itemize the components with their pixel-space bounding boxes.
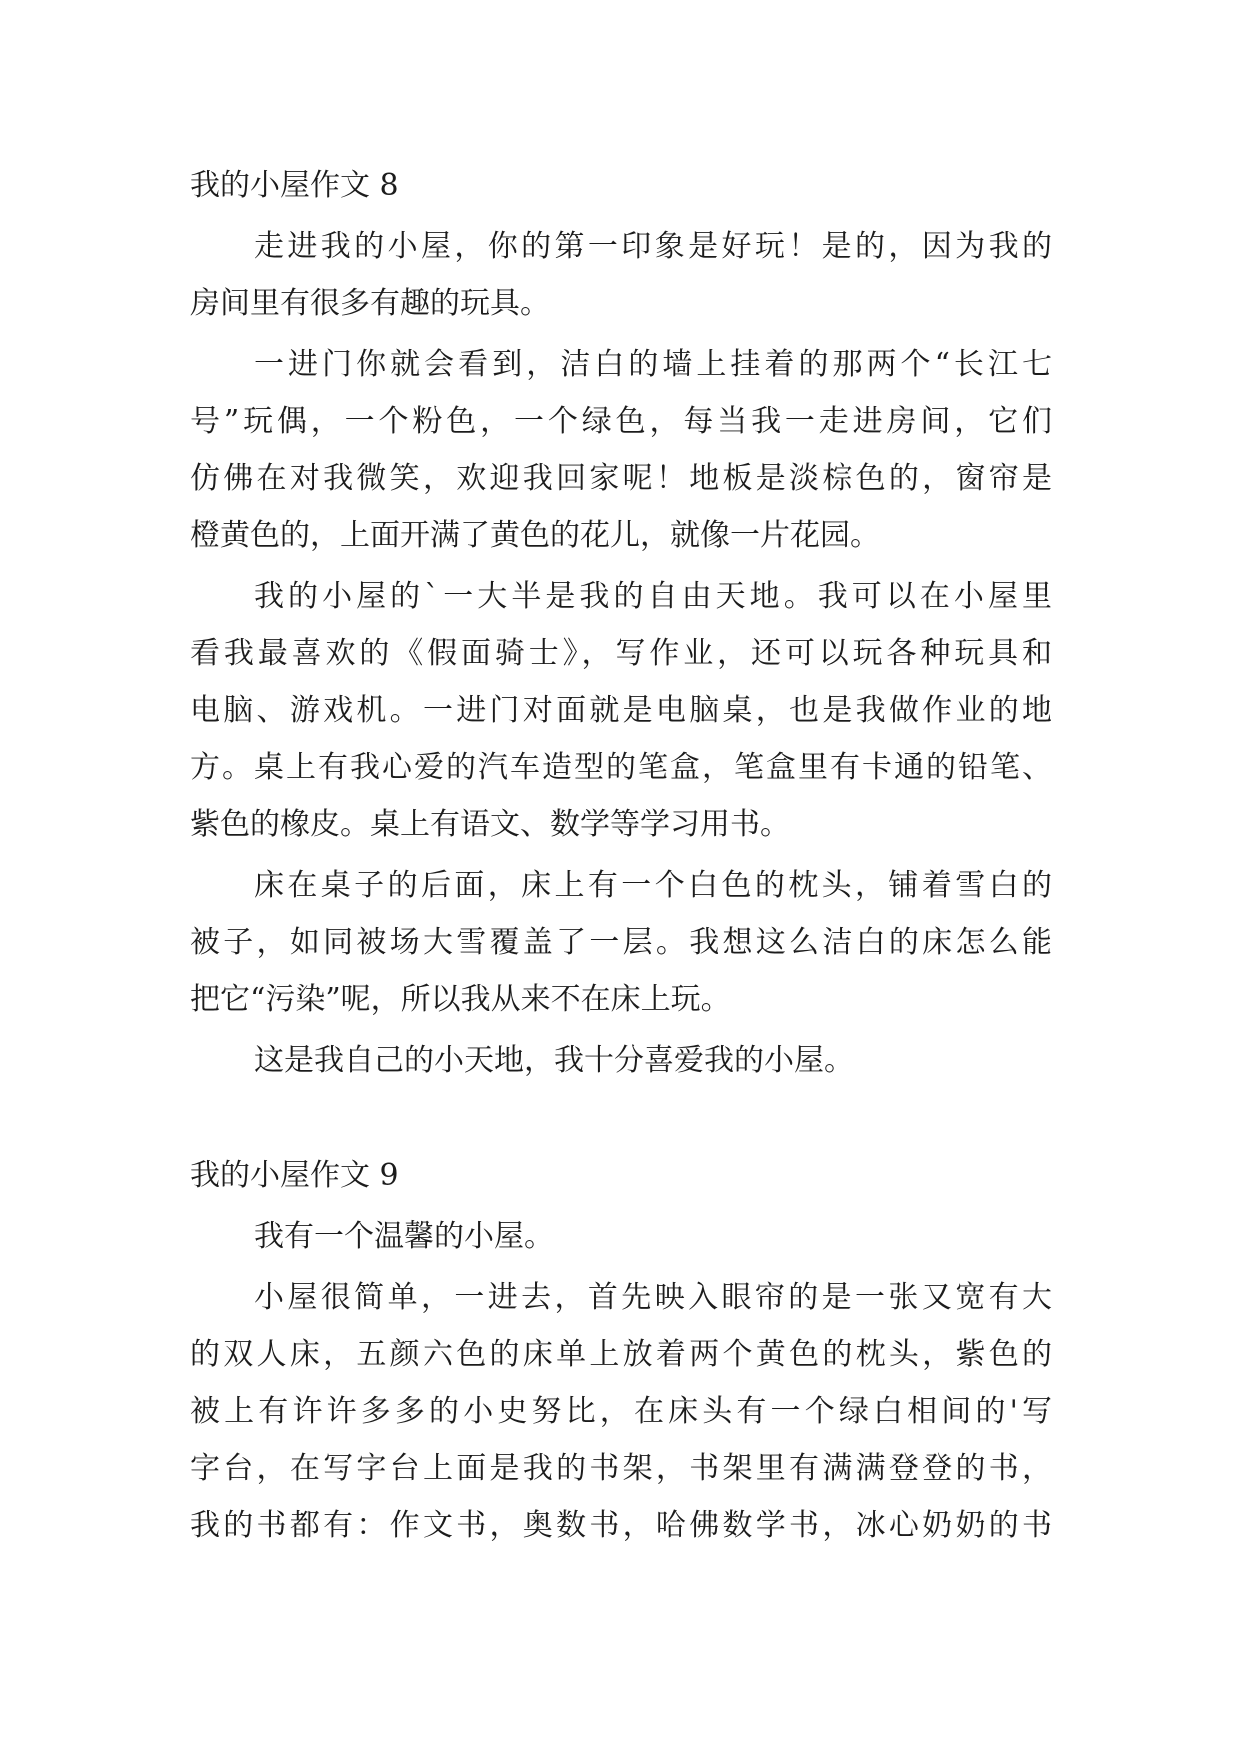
- text-line: 我的小屋的`一大半是我的自由天地。我可以在小屋里: [254, 579, 1052, 614]
- text-line: 仿佛在对我微笑，欢迎我回家呢！地板是淡棕色的，窗帘是: [190, 461, 1052, 496]
- text-line: 床在桌子的后面，床上有一个白色的枕头，铺着雪白的: [254, 868, 1052, 903]
- text-line: 走进我的小屋，你的第一印象是好玩！是的，因为我的: [254, 229, 1052, 264]
- text-line: 方。桌上有我心爱的汽车造型的笔盒，笔盒里有卡通的铅笔、: [190, 750, 1052, 785]
- text-line: 看我最喜欢的《假面骑士》，写作业，还可以玩各种玩具和: [190, 636, 1052, 671]
- essay-section-9: [190, 1147, 1052, 1554]
- paragraph: [190, 857, 1052, 1028]
- document-page: [190, 157, 1052, 1554]
- essay-title: 我的小屋作文 9: [190, 1158, 399, 1193]
- text-line: 被子，如同被场大雪覆盖了一层。我想这么洁白的床怎么能: [190, 925, 1052, 960]
- essay-section-8: [190, 157, 1052, 1089]
- text-line: 电脑、游戏机。一进门对面就是电脑桌，也是我做作业的地: [190, 693, 1052, 728]
- paragraph: [190, 218, 1052, 332]
- text-line: 把它“污染”呢，所以我从来不在床上玩。: [190, 982, 731, 1017]
- paragraph: [190, 1032, 1052, 1089]
- text-line: 我有一个温馨的小屋。: [254, 1219, 554, 1254]
- text-line: 房间里有很多有趣的玩具。: [190, 286, 550, 321]
- paragraph: [190, 336, 1052, 564]
- essay-title: 我的小屋作文 8: [190, 168, 399, 203]
- text-line: 的双人床，五颜六色的床单上放着两个黄色的枕头，紫色的: [190, 1337, 1052, 1372]
- text-line: 橙黄色的，上面开满了黄色的花儿，就像一片花园。: [190, 518, 880, 553]
- text-line: 小屋很简单，一进去，首先映入眼帘的是一张又宽有大: [254, 1280, 1052, 1315]
- paragraph: [190, 1269, 1052, 1554]
- text-line: 号”玩偶，一个粉色，一个绿色，每当我一走进房间，它们: [190, 404, 1052, 439]
- paragraph: [190, 1208, 1052, 1265]
- text-line: 我的书都有：作文书，奥数书，哈佛数学书，冰心奶奶的书: [190, 1508, 1052, 1543]
- text-line: 一进门你就会看到，洁白的墙上挂着的那两个“长江七: [254, 347, 1052, 382]
- text-line: 紫色的橡皮。桌上有语文、数学等学习用书。: [190, 807, 790, 842]
- paragraph: [190, 568, 1052, 853]
- text-line: 这是我自己的小天地，我十分喜爱我的小屋。: [254, 1043, 854, 1078]
- text-line: 字台，在写字台上面是我的书架，书架里有满满登登的书，: [190, 1451, 1052, 1486]
- text-line: 被上有许许多多的小史努比，在床头有一个绿白相间的'写: [190, 1394, 1052, 1429]
